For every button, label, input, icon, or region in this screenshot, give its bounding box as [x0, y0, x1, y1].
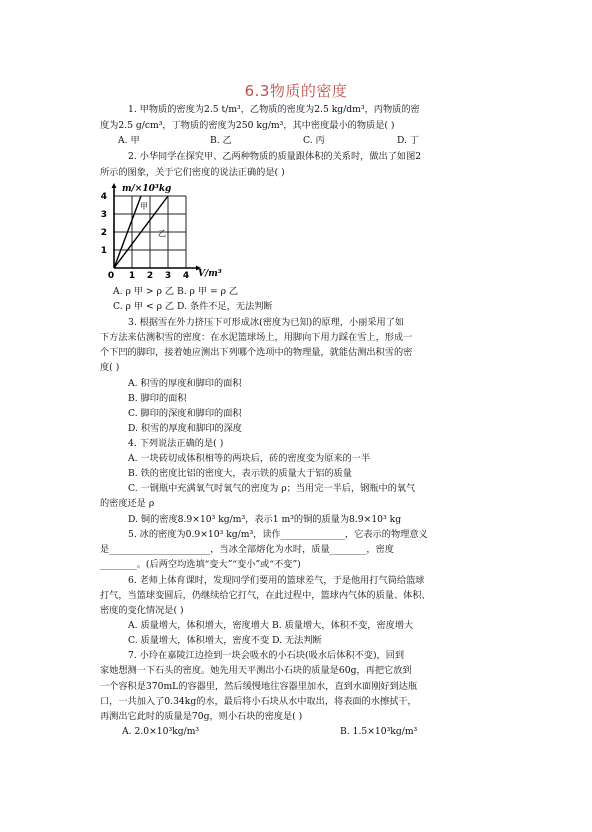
series-label-jia: 甲 [140, 202, 148, 211]
series-label-yi: 乙 [158, 229, 166, 238]
q4-option-b: B. 铁的密度比铝的密度大，表示铁的质量大于铝的质量 [128, 468, 352, 479]
q1-option-c: C. 丙 [303, 135, 325, 146]
x-tick-label: 4 [182, 271, 190, 281]
q5-line-3: ________。(后两空均选填“变大”“变小”或“不变”) [100, 559, 301, 570]
y-tick-label: 1 [100, 246, 107, 256]
y-tick-label: 3 [100, 210, 107, 220]
q4-option-c: C. 一钢瓶中充满氧气时氧气的密度为 ρ；当用完一半后，钢瓶中的氧气 [128, 483, 416, 494]
q7-line-3: 一个容积是370mL的容器里，然后缓慢地往容器里加水，直到水面刚好到达瓶 [100, 681, 418, 692]
q4-option-a: A. 一块砖切成体积相等的两块后，砖的密度变为原来的一半 [128, 453, 371, 464]
x-axis-label: V/m³ [198, 269, 222, 279]
q7-line-5: 再测出它此时的质量是70g，则小石块的密度是( ) [100, 711, 303, 722]
chart-grid [114, 196, 186, 268]
q7-line-1: 7. 小玲在嘉陵江边捡到一块会吸水的小石块(吸水后体积不变)，回到 [128, 650, 405, 661]
q7-line-2: 家她想测一下石头的密度。她先用天平测出小石块的质量是60g，再把它放到 [100, 665, 412, 676]
q6-option-ab: A. 质量增大，体积增大，密度增大 B. 质量增大，体积不变，密度增大 [128, 620, 414, 631]
q2-option-cd: C. ρ 甲 < ρ 乙 D. 条件不足，无法判断 [113, 301, 273, 312]
q3-line-4: 度( ) [100, 362, 120, 373]
q2-line-1: 2. 小华同学在探究甲、乙两种物质的质量跟体积的关系时，做出了如图2 [128, 151, 422, 162]
page-title: 6.3物质的密度 [244, 82, 348, 100]
x-tick-label: 3 [164, 271, 172, 281]
q5-line-2: 是______________________，当冰全部熔化为水时，质量________，密度 [100, 544, 394, 555]
q4-stem: 4. 下列说法正确的是( ) [128, 438, 224, 449]
q1-option-d: D. 丁 [397, 135, 420, 146]
q2-option-ab: A. ρ 甲 > ρ 乙 B. ρ 甲 = ρ 乙 [113, 286, 239, 297]
y-tick-label: 2 [100, 228, 107, 238]
q6-line-3: 密度的变化情况是( ) [100, 605, 184, 616]
q4-option-d: D. 铜的密度8.9×10³ kg/m³，表示1 m³的铜的质量为8.9×10³ kg [128, 514, 402, 525]
y-axis-arrow [112, 183, 117, 188]
x-tick-label: 2 [146, 271, 154, 281]
q4-option-c-cont: 的密度还是 ρ [100, 498, 155, 509]
q1-option-b: B. 乙 [210, 135, 232, 146]
q6-option-cd: C. 质量增大，体积增大，密度不变 D. 无法判断 [128, 635, 322, 646]
q3-option-b: B. 脚印的面积 [128, 393, 187, 404]
q7-option-b: B. 1.5×10³kg/m³ [340, 726, 418, 737]
q1-line-2: 度为2.5 g/cm³，丁物质的密度为250 kg/m³，其中密度最小的物质是( ) [100, 120, 395, 131]
mass-volume-chart [100, 182, 230, 284]
q3-line-1: 3. 根据雪在外力挤压下可形成冰(密度为已知)的原理，小丽采用了如 [128, 317, 405, 328]
x-tick-label: 0 [107, 271, 115, 281]
q2-line-2: 所示的图象，关于它们密度的说法正确的是( ) [100, 167, 285, 178]
q5-line-1: 5. 冰的密度为0.9×10³ kg/m³，读作______________，它表示的物理意义 [128, 529, 428, 540]
q3-line-2: 下方法来估测积雪的密度：在水泥篮球场上，用脚向下用力踩在雪上，形成一 [100, 332, 413, 343]
y-axis-label: m/×10³kg [122, 184, 172, 194]
q3-line-3: 个下凹的脚印，接着她应测出下列哪个选项中的物理量，就能估测出积雪的密 [100, 347, 413, 358]
x-tick-label: 1 [128, 271, 136, 281]
q7-line-4: 口，一共加入了0.34kg的水，最后将小石块从水中取出，将表面的水擦拭干， [100, 696, 417, 707]
q7-option-a: A. 2.0×10³kg/m³ [122, 726, 200, 737]
q3-option-c: C. 脚印的深度和脚印的面积 [128, 408, 242, 419]
q1-line-1: 1. 甲物质的密度为2.5 t/m³，乙物质的密度为2.5 kg/dm³，丙物质的密 [128, 104, 420, 115]
q3-option-d: D. 积雪的厚度和脚印的深度 [128, 423, 242, 434]
q6-line-1: 6. 老师上体育课时，发现同学们要用的篮球差气，于是他用打气筒给篮球 [128, 575, 425, 586]
q1-option-a: A. 甲 [118, 135, 140, 146]
y-tick-label: 4 [100, 192, 107, 202]
q3-option-a: A. 积雪的厚度和脚印的面积 [128, 378, 242, 389]
q6-line-2: 打气，当篮球变圆后，仍继续给它打气，在此过程中，篮球内气体的质量、体积、 [100, 590, 431, 601]
